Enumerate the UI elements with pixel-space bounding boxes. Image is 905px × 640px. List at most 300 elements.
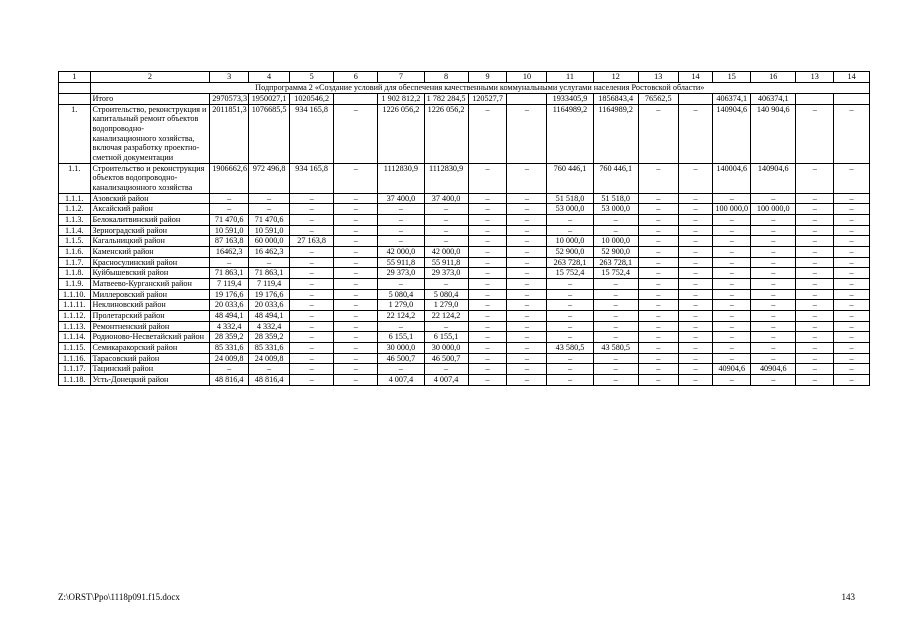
value-cell: 120527,7 (468, 94, 507, 105)
row-number-cell: 1.1.14. (59, 332, 91, 343)
value-cell: 1 902 812,2 (378, 94, 424, 105)
value-cell: – (751, 332, 796, 343)
row-name-cell: Тарасовский район (90, 353, 210, 364)
value-cell: – (468, 364, 507, 375)
value-cell: – (468, 193, 507, 204)
value-cell: – (751, 268, 796, 279)
value-cell: 1076685,5 (249, 104, 290, 163)
value-cell: 1933405,9 (547, 94, 593, 105)
header-cell: 15 (713, 72, 751, 83)
value-cell: – (290, 289, 334, 300)
value-cell: – (751, 247, 796, 258)
value-cell: – (424, 225, 468, 236)
value-cell: – (468, 321, 507, 332)
value-cell: – (834, 104, 870, 163)
row-number-cell: 1.1.16. (59, 353, 91, 364)
value-cell: – (468, 289, 507, 300)
value-cell: 48 494,1 (249, 311, 290, 322)
value-cell: 43 580,5 (547, 343, 593, 354)
value-cell: 53 000,0 (593, 204, 638, 215)
value-cell: – (796, 225, 834, 236)
value-cell: – (678, 343, 713, 354)
value-cell: – (290, 279, 334, 290)
value-cell: – (507, 236, 547, 247)
value-cell: – (290, 225, 334, 236)
value-cell: – (678, 215, 713, 226)
value-cell: – (834, 289, 870, 300)
value-cell: – (507, 375, 547, 386)
value-cell: 53 000,0 (547, 204, 593, 215)
value-cell: – (638, 364, 678, 375)
row-number-cell: 1.1.1. (59, 193, 91, 204)
value-cell: – (796, 247, 834, 258)
value-cell: – (378, 279, 424, 290)
table-row (59, 311, 870, 322)
value-cell: – (468, 300, 507, 311)
value-cell: – (290, 215, 334, 226)
value-cell: – (796, 353, 834, 364)
value-cell: – (507, 104, 547, 163)
header-cell: 5 (290, 72, 334, 83)
value-cell: – (468, 225, 507, 236)
row-name-cell: Каменский район (90, 247, 210, 258)
value-cell: 100 000,0 (751, 204, 796, 215)
value-cell: 934 165,8 (290, 104, 334, 163)
budget-table (58, 71, 870, 386)
table-row (59, 163, 870, 193)
value-cell: 43 580,5 (593, 343, 638, 354)
value-cell: – (290, 268, 334, 279)
value-cell: – (468, 279, 507, 290)
value-cell: – (547, 375, 593, 386)
value-cell: – (751, 257, 796, 268)
value-cell: – (678, 163, 713, 193)
table-row (59, 343, 870, 354)
value-cell: – (713, 279, 751, 290)
value-cell: – (507, 364, 547, 375)
value-cell: – (638, 247, 678, 258)
value-cell: 100 000,0 (713, 204, 751, 215)
value-cell: 2011851,3 (210, 104, 249, 163)
value-cell: – (834, 279, 870, 290)
value-cell: – (378, 225, 424, 236)
value-cell: – (834, 364, 870, 375)
table-row (59, 364, 870, 375)
value-cell: – (210, 364, 249, 375)
value-cell: – (378, 215, 424, 226)
value-cell: 42 000,0 (378, 247, 424, 258)
value-cell: – (638, 104, 678, 163)
row-name-cell: Строительство, реконструкция и капитальный ремонт объектов водопроводно-канализационного хозяйства, включая разработку проектно-сметной документации (90, 104, 210, 163)
value-cell: – (638, 375, 678, 386)
value-cell: – (713, 236, 751, 247)
value-cell: 5 080,4 (378, 289, 424, 300)
value-cell: – (210, 257, 249, 268)
value-cell (678, 94, 713, 105)
value-cell: – (713, 247, 751, 258)
value-cell: – (468, 268, 507, 279)
value-cell: 29 373,0 (378, 268, 424, 279)
value-cell: – (713, 332, 751, 343)
value-cell: – (424, 321, 468, 332)
value-cell: – (290, 204, 334, 215)
value-cell: 55 911,8 (378, 257, 424, 268)
value-cell: 76562,5 (638, 94, 678, 105)
value-cell: 87 163,8 (210, 236, 249, 247)
value-cell: 1 279,0 (378, 300, 424, 311)
header-cell: 2 (90, 72, 210, 83)
value-cell: – (796, 163, 834, 193)
value-cell: – (547, 332, 593, 343)
value-cell: – (334, 300, 378, 311)
row-number-cell: 1.1. (59, 163, 91, 193)
value-cell: 19 176,6 (249, 289, 290, 300)
header-cell: 7 (378, 72, 424, 83)
value-cell: – (638, 204, 678, 215)
table-row (59, 353, 870, 364)
header-cell: 14 (834, 72, 870, 83)
row-name-cell: Семикаракорский район (90, 343, 210, 354)
value-cell: – (547, 300, 593, 311)
value-cell: – (507, 225, 547, 236)
value-cell: 1164989,2 (547, 104, 593, 163)
value-cell: – (638, 225, 678, 236)
value-cell: – (334, 204, 378, 215)
value-cell: – (638, 353, 678, 364)
value-cell: – (751, 353, 796, 364)
value-cell: 1112830,9 (378, 163, 424, 193)
value-cell: – (638, 300, 678, 311)
table-row (59, 215, 870, 226)
value-cell: – (593, 364, 638, 375)
value-cell: – (290, 321, 334, 332)
table-row (59, 236, 870, 247)
value-cell: – (834, 321, 870, 332)
header-cell: 1 (59, 72, 91, 83)
row-number-cell: 1.1.4. (59, 225, 91, 236)
value-cell: – (678, 375, 713, 386)
value-cell: 48 816,4 (249, 375, 290, 386)
value-cell: – (713, 289, 751, 300)
value-cell: – (678, 311, 713, 322)
value-cell: 71 470,6 (210, 215, 249, 226)
table-row (59, 332, 870, 343)
value-cell: – (678, 300, 713, 311)
value-cell: – (290, 300, 334, 311)
row-number-cell: 1.1.18. (59, 375, 91, 386)
value-cell: – (290, 311, 334, 322)
value-cell: – (424, 279, 468, 290)
value-cell: 4 332,4 (210, 321, 249, 332)
table-row (59, 279, 870, 290)
value-cell: – (507, 257, 547, 268)
value-cell: – (468, 215, 507, 226)
value-cell: 10 591,0 (210, 225, 249, 236)
value-cell: 42 000,0 (424, 247, 468, 258)
row-name-cell: Родионово-Несветайский район (90, 332, 210, 343)
row-name-cell: Зерноградский район (90, 225, 210, 236)
row-number-cell: 1.1.12. (59, 311, 91, 322)
value-cell: 140 904,6 (751, 104, 796, 163)
value-cell: – (638, 163, 678, 193)
value-cell: – (638, 193, 678, 204)
value-cell: 760 446,1 (547, 163, 593, 193)
value-cell: – (468, 311, 507, 322)
value-cell: – (834, 311, 870, 322)
header-cell: 8 (424, 72, 468, 83)
value-cell: – (751, 300, 796, 311)
value-cell: 2970573,3 (210, 94, 249, 105)
value-cell: 19 176,6 (210, 289, 249, 300)
value-cell: 20 033,6 (249, 300, 290, 311)
value-cell: – (290, 364, 334, 375)
value-cell: – (751, 311, 796, 322)
value-cell: – (678, 104, 713, 163)
value-cell: – (593, 321, 638, 332)
value-cell: – (638, 343, 678, 354)
value-cell: 71 470,6 (249, 215, 290, 226)
row-number-cell: 1.1.8. (59, 268, 91, 279)
value-cell: – (751, 193, 796, 204)
value-cell: – (638, 236, 678, 247)
value-cell: – (334, 268, 378, 279)
value-cell: – (678, 204, 713, 215)
value-cell: – (507, 300, 547, 311)
value-cell: – (834, 300, 870, 311)
value-cell: 16 462,3 (249, 247, 290, 258)
value-cell: – (507, 193, 547, 204)
value-cell: – (796, 236, 834, 247)
value-cell: – (468, 236, 507, 247)
row-name-cell: Строительство и реконструкция объектов водопроводно-канализационного хозяйства (90, 163, 210, 193)
value-cell: – (678, 364, 713, 375)
value-cell: 37 400,0 (424, 193, 468, 204)
value-cell: – (334, 364, 378, 375)
value-cell: – (834, 193, 870, 204)
value-cell: – (834, 353, 870, 364)
value-cell: – (468, 163, 507, 193)
value-cell: – (678, 225, 713, 236)
value-cell: – (593, 215, 638, 226)
value-cell: – (796, 204, 834, 215)
value-cell: – (751, 375, 796, 386)
row-name-cell: Азовский район (90, 193, 210, 204)
value-cell: – (249, 364, 290, 375)
value-cell: – (678, 289, 713, 300)
value-cell: 10 591,0 (249, 225, 290, 236)
value-cell: – (593, 279, 638, 290)
header-cell: 6 (334, 72, 378, 83)
value-cell: 934 165,8 (290, 163, 334, 193)
value-cell: – (593, 375, 638, 386)
footer-file-path: Z:\ORST\Ppo\1118p091.f15.docx (58, 592, 180, 602)
value-cell: – (638, 311, 678, 322)
table-row (59, 300, 870, 311)
row-number-cell: 1.1.10. (59, 289, 91, 300)
value-cell: – (713, 225, 751, 236)
header-cell: 4 (249, 72, 290, 83)
value-cell: – (547, 311, 593, 322)
value-cell: – (210, 204, 249, 215)
value-cell: – (507, 332, 547, 343)
value-cell: – (593, 332, 638, 343)
value-cell: – (547, 353, 593, 364)
value-cell: 20 033,6 (210, 300, 249, 311)
value-cell: – (468, 204, 507, 215)
value-cell: – (834, 247, 870, 258)
value-cell: – (593, 300, 638, 311)
row-name-cell: Тацинский район (90, 364, 210, 375)
value-cell: – (334, 332, 378, 343)
value-cell: – (834, 163, 870, 193)
value-cell: 1906662,6 (210, 163, 249, 193)
value-cell: 52 900,0 (593, 247, 638, 258)
value-cell: – (468, 332, 507, 343)
value-cell: 406374,1 (751, 94, 796, 105)
row-name-cell: Красносулинский район (90, 257, 210, 268)
value-cell: – (424, 204, 468, 215)
header-cell: 14 (678, 72, 713, 83)
row-number-cell: 1. (59, 104, 91, 163)
value-cell: – (678, 236, 713, 247)
value-cell: – (638, 215, 678, 226)
value-cell: – (290, 193, 334, 204)
value-cell: – (424, 215, 468, 226)
value-cell: – (290, 343, 334, 354)
value-cell: – (378, 236, 424, 247)
table-row (59, 257, 870, 268)
header-cell: 3 (210, 72, 249, 83)
row-number-cell: 1.1.17. (59, 364, 91, 375)
table-row (59, 204, 870, 215)
header-cell: 9 (468, 72, 507, 83)
value-cell: – (593, 353, 638, 364)
table-row (59, 375, 870, 386)
value-cell: 22 124,2 (424, 311, 468, 322)
value-cell: 140004,6 (713, 163, 751, 193)
value-cell: – (424, 236, 468, 247)
row-name-cell: Куйбышевский район (90, 268, 210, 279)
value-cell (334, 94, 378, 105)
table-row (59, 321, 870, 332)
value-cell: 10 000,0 (593, 236, 638, 247)
value-cell: – (796, 364, 834, 375)
value-cell: – (834, 225, 870, 236)
value-cell: 1164989,2 (593, 104, 638, 163)
value-cell: 6 155,1 (424, 332, 468, 343)
value-cell: 4 007,4 (378, 375, 424, 386)
value-cell: 7 119,4 (249, 279, 290, 290)
header-cell: 13 (638, 72, 678, 83)
header-cell: 10 (507, 72, 547, 83)
value-cell: 27 163,8 (290, 236, 334, 247)
value-cell (796, 94, 834, 105)
value-cell: – (547, 364, 593, 375)
value-cell: – (334, 289, 378, 300)
header-cell: 16 (751, 72, 796, 83)
value-cell: 51 518,0 (593, 193, 638, 204)
value-cell: 1 782 284,5 (424, 94, 468, 105)
value-cell: – (796, 289, 834, 300)
value-cell: – (378, 204, 424, 215)
table-body (59, 94, 870, 386)
value-cell: 16462,3 (210, 247, 249, 258)
value-cell: 40904,6 (713, 364, 751, 375)
table-row (59, 247, 870, 258)
value-cell: – (638, 332, 678, 343)
table-row (59, 268, 870, 279)
value-cell: – (796, 257, 834, 268)
value-cell: 1112830,9 (424, 163, 468, 193)
value-cell: – (334, 163, 378, 193)
value-cell: – (713, 311, 751, 322)
value-cell: 7 119,4 (210, 279, 249, 290)
value-cell: 263 728,1 (593, 257, 638, 268)
row-name-cell: Итого (90, 94, 210, 105)
value-cell: – (713, 321, 751, 332)
value-cell: – (678, 257, 713, 268)
value-cell: – (678, 268, 713, 279)
value-cell: – (751, 343, 796, 354)
value-cell: – (334, 279, 378, 290)
value-cell: – (334, 321, 378, 332)
value-cell: – (547, 279, 593, 290)
header-cell: 13 (796, 72, 834, 83)
value-cell: – (638, 279, 678, 290)
value-cell: – (507, 268, 547, 279)
value-cell: – (547, 215, 593, 226)
value-cell: – (334, 247, 378, 258)
table-row (59, 94, 870, 105)
value-cell: – (638, 257, 678, 268)
value-cell: – (834, 375, 870, 386)
value-cell: – (834, 332, 870, 343)
value-cell: – (334, 311, 378, 322)
value-cell: 1226 056,2 (424, 104, 468, 163)
value-cell: – (334, 236, 378, 247)
value-cell: 46 500,7 (378, 353, 424, 364)
value-cell: – (751, 279, 796, 290)
row-name-cell: Матвеево-Курганский район (90, 279, 210, 290)
value-cell: – (796, 215, 834, 226)
value-cell: – (834, 204, 870, 215)
value-cell: 71 863,1 (249, 268, 290, 279)
value-cell: – (547, 225, 593, 236)
value-cell: – (796, 375, 834, 386)
value-cell: – (290, 353, 334, 364)
value-cell: – (751, 225, 796, 236)
value-cell: 1226 056,2 (378, 104, 424, 163)
value-cell: – (547, 289, 593, 300)
value-cell: – (334, 193, 378, 204)
subprogram-spacer (59, 83, 91, 94)
value-cell: – (713, 193, 751, 204)
row-name-cell: Неклиновский район (90, 300, 210, 311)
value-cell: 40904,6 (751, 364, 796, 375)
value-cell: 22 124,2 (378, 311, 424, 322)
row-name-cell: Ремонтненский район (90, 321, 210, 332)
value-cell: – (507, 215, 547, 226)
value-cell: – (290, 247, 334, 258)
value-cell: – (713, 375, 751, 386)
value-cell: – (593, 289, 638, 300)
row-number-cell (59, 94, 91, 105)
value-cell: – (834, 268, 870, 279)
table-row (59, 193, 870, 204)
value-cell: – (468, 104, 507, 163)
value-cell: – (334, 257, 378, 268)
value-cell: – (678, 353, 713, 364)
